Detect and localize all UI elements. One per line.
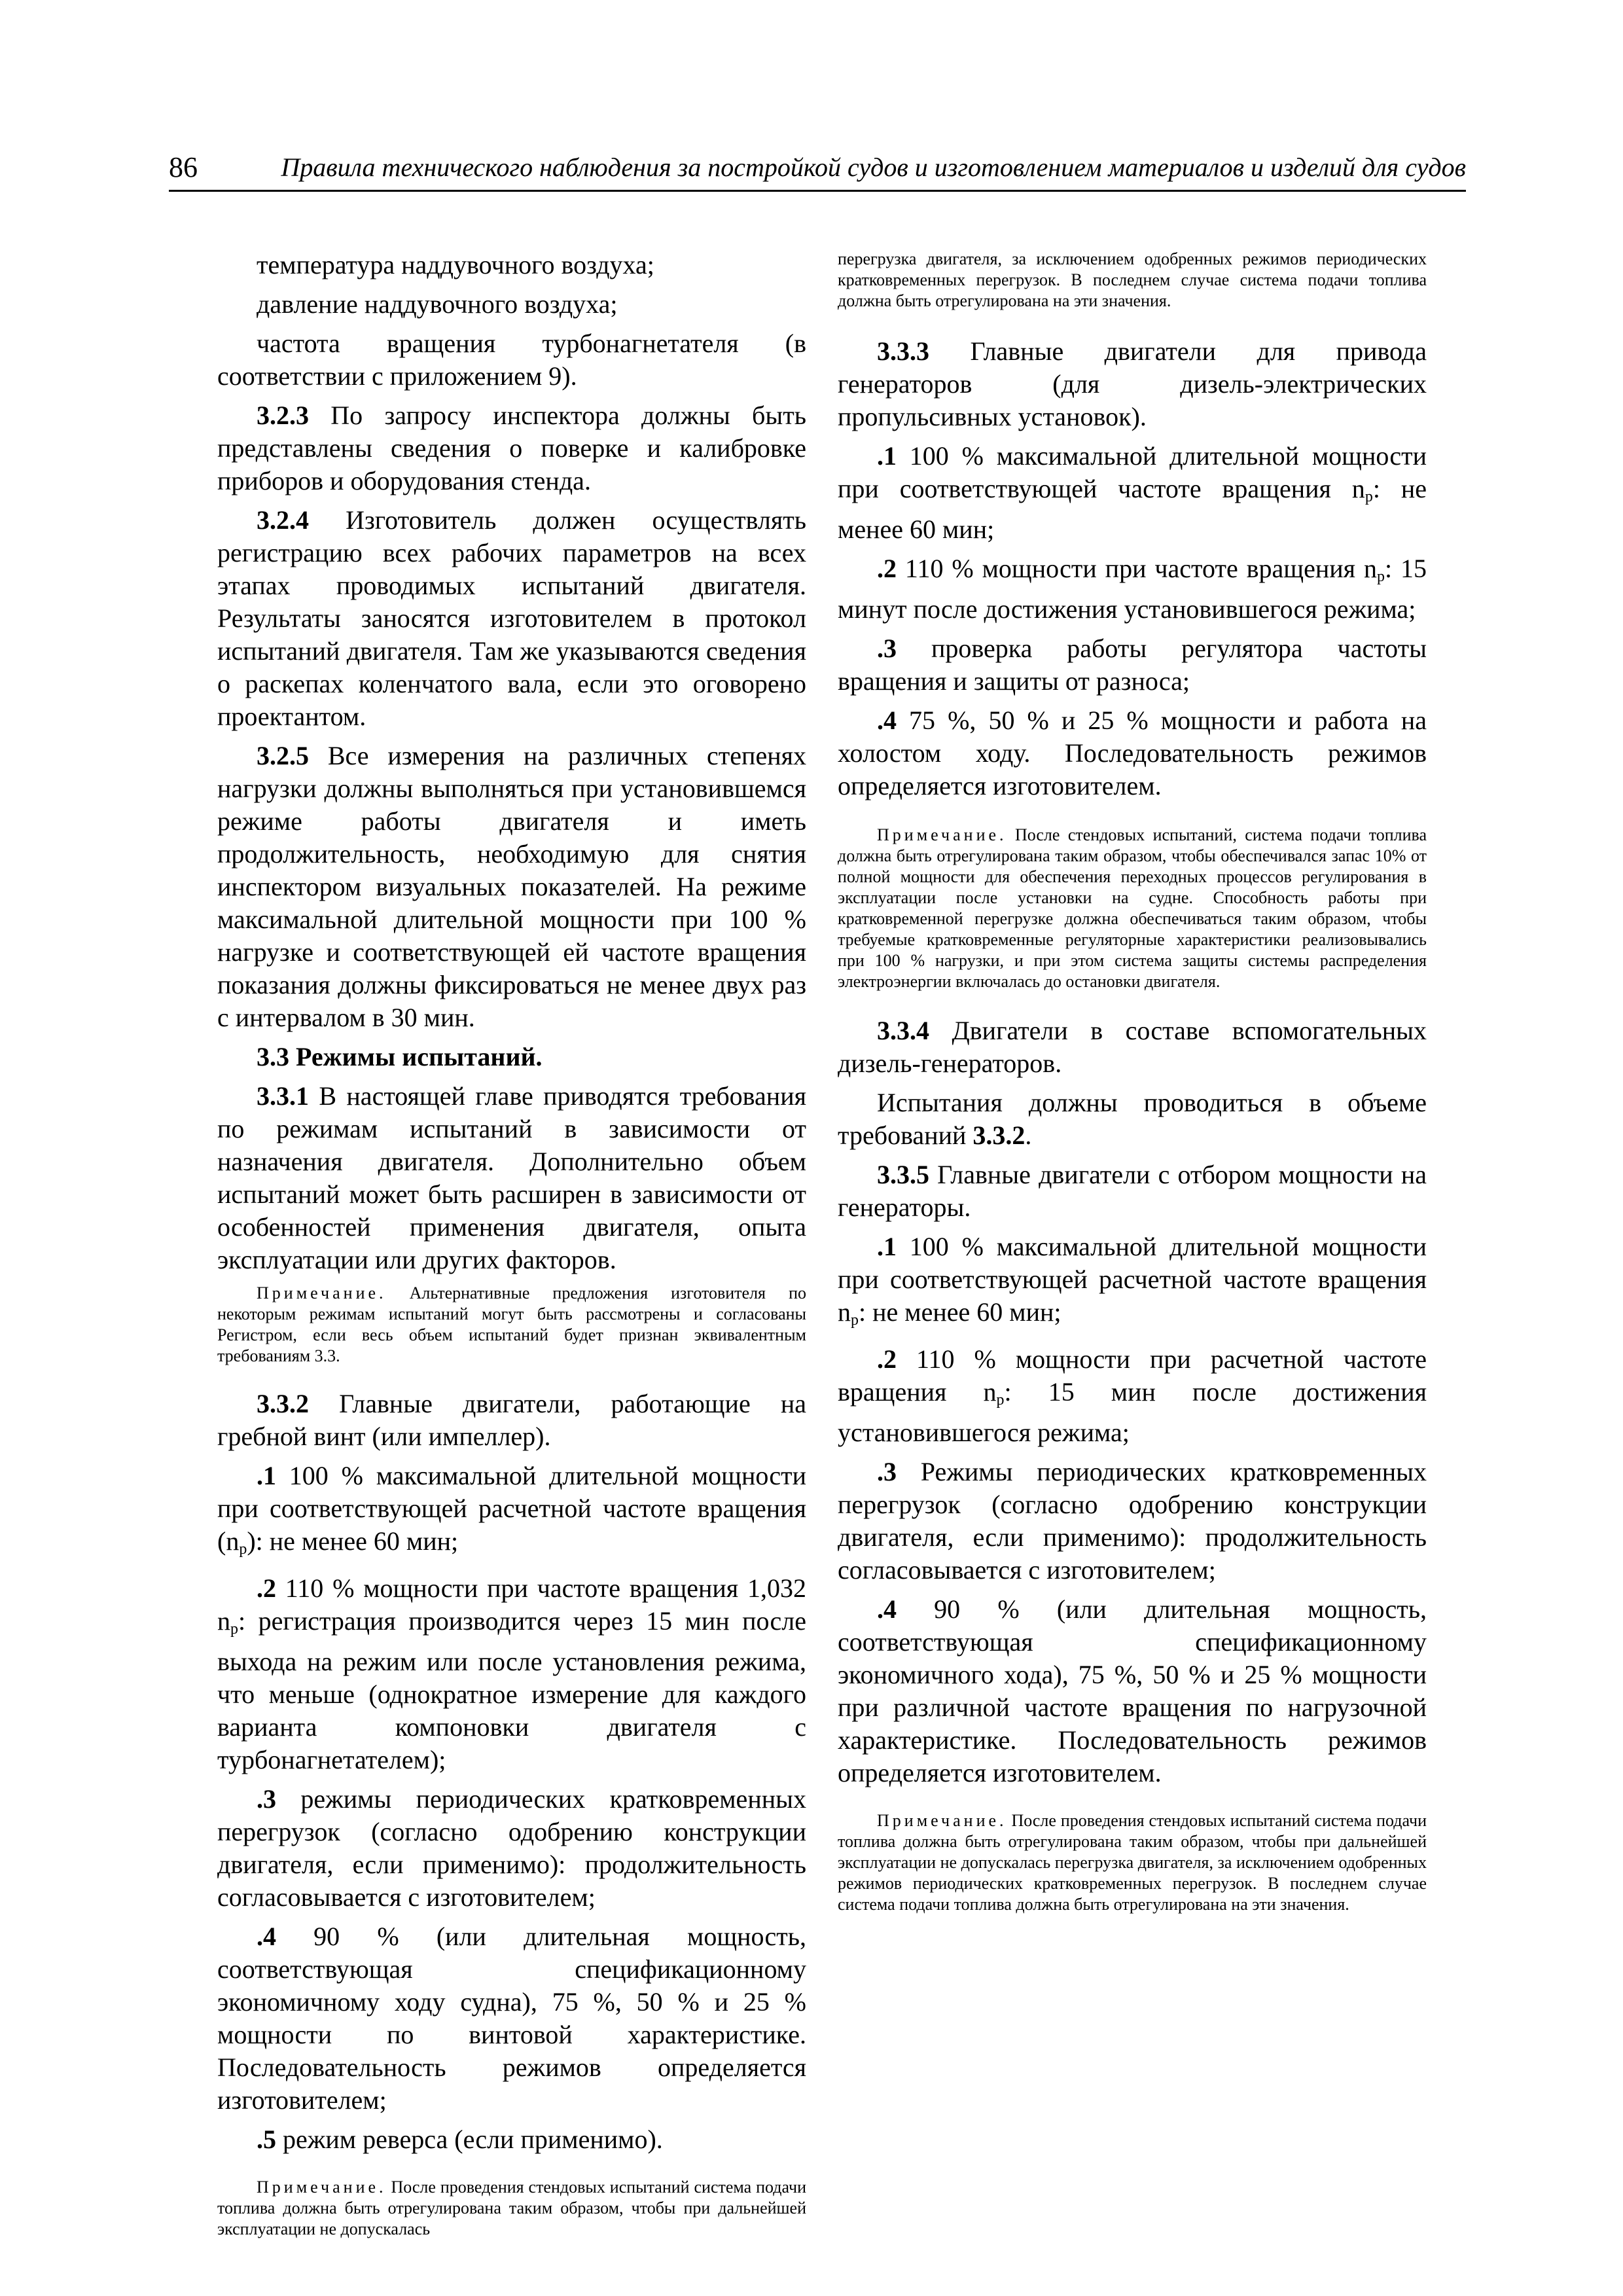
list-item <box>838 1230 1427 1336</box>
note <box>217 2177 806 2240</box>
item-number: .1 <box>877 1232 897 1261</box>
list-item <box>838 632 1427 698</box>
list-item <box>217 1460 806 1566</box>
item-number: .1 <box>877 441 897 471</box>
right-column <box>838 249 1427 1915</box>
paragraph-text: Все измерения на различных степенях нагрузки должны выполняться при установившемся режиме работы двигателя и иметь продолжительность, необходимую для снятия инспектором визуальных показателей. На режиме максимальной длительной мощности при 100 % нагрузке и соответствующей ей частоте вращения показания должны фиксироваться не менее двух раз с интервалом в 30 мин. <box>217 741 806 1032</box>
paragraph <box>838 1086 1427 1152</box>
item-number: .1 <box>257 1461 276 1490</box>
section-title: Режимы испытаний. <box>289 1042 543 1071</box>
list-item <box>217 1783 806 1914</box>
item-text-end: : 15 минут после достижения установившегося режима; <box>838 554 1427 624</box>
paragraph-text: Главные двигатели с отбором мощности на генераторы. <box>838 1160 1427 1222</box>
section-number: 3.3.4 <box>877 1016 929 1045</box>
note-text: После проведения стендовых испытаний система подачи топлива должна быть отрегулирована таким образом, чтобы при дальнейшей эксплуатации не допускалась перегрузка двигателя, за исключением одобренных режимов периодических кратковременных перегрузок. В последнем случае система подачи топлива должна быть отрегулирована на эти значения. <box>838 1811 1427 1914</box>
subscript: р <box>230 1621 238 1638</box>
paragraph: частота вращения турбонагнетателя (в соответствии с приложением 9). <box>217 329 806 391</box>
item-text: 110 % мощности при частоте вращения n <box>897 554 1377 583</box>
subscript: р <box>1376 568 1385 585</box>
paragraph-3-3-4 <box>838 1014 1427 1080</box>
list-item <box>838 440 1427 546</box>
item-text-end: : регистрация производится через 15 мин после выхода на режим или после установления режима, что меньше (однократное измерение для каждого варианта компоновки двигателя с турбонагнетателем); <box>217 1606 806 1774</box>
page-number: 86 <box>169 151 198 183</box>
list-item <box>838 1343 1427 1449</box>
item-text-end: ): не менее 60 мин; <box>247 1526 459 1556</box>
item-text: 110 % мощности при расчетной частоте вращения n <box>838 1344 1427 1407</box>
page-header <box>169 149 1466 192</box>
item-text: 110 % мощности при частоте вращения 1,032 n <box>217 1573 806 1636</box>
item-number: .4 <box>877 706 897 735</box>
note-label: Примечание. <box>257 1283 387 1302</box>
item-number: .5 <box>257 2125 276 2154</box>
section-number: 3.3.5 <box>877 1160 929 1189</box>
section-heading-3-3 <box>217 1041 806 1073</box>
left-column <box>217 249 806 2240</box>
paragraph-3-3-1 <box>217 1080 806 1276</box>
item-number: .2 <box>877 1344 897 1374</box>
note-label: Примечание. <box>877 1811 1007 1830</box>
list-item <box>217 2123 806 2156</box>
section-number: 3.2.5 <box>257 741 309 770</box>
list-item <box>838 552 1427 626</box>
paragraph-text: Главные двигатели для привода генераторов (для дизель-электрических пропульсивных установок). <box>838 336 1427 431</box>
section-number: 3.3.2 <box>257 1389 309 1418</box>
item-text-end: : не менее 60 мин; <box>859 1297 1061 1327</box>
list-item <box>838 1456 1427 1587</box>
subscript: р <box>996 1391 1005 1408</box>
note-continuation: перегрузка двигателя, за исключением одобренных режимов периодических кратковременных перегрузок. В последнем случае система подачи топлива должна быть отрегулирована на эти значения. <box>838 249 1427 310</box>
item-number: .2 <box>877 554 897 583</box>
paragraph: давление наддувочного воздуха; <box>257 289 618 319</box>
section-number: 3.2.3 <box>257 401 309 430</box>
item-number: .3 <box>257 1784 276 1814</box>
section-number: 3.2.4 <box>257 505 309 535</box>
note <box>838 825 1427 992</box>
paragraph-text-end: . <box>1025 1121 1032 1150</box>
subscript: р <box>1364 488 1373 505</box>
subscript: р <box>851 1312 859 1329</box>
paragraph-text: Двигатели в составе вспомогательных дизель-генераторов. <box>838 1016 1427 1078</box>
item-number: .3 <box>877 634 897 663</box>
item-text: 100 % максимальной длительной мощности при соответствующей расчетной частоте вращения (n <box>217 1461 806 1556</box>
note-text: Альтернативные предложения изготовителя по некоторым режимам испытаний могут быть рассмотрены и согласованы Регистром, если весь объем испытаний будет признан эквивалентным требованиям 3.3. <box>217 1283 806 1365</box>
subscript: р <box>239 1541 247 1558</box>
list-item <box>217 1920 806 2117</box>
paragraph-text: Главные двигатели, работающие на гребной винт (или импеллер). <box>217 1389 806 1451</box>
item-text: 75 %, 50 % и 25 % мощности и работа на холостом ходу. Последовательность режимов определяется изготовителем. <box>838 706 1427 800</box>
item-text-end: : 15 мин после достижения установившегося режима; <box>838 1377 1427 1447</box>
section-number: 3.3 <box>257 1042 289 1071</box>
paragraph-text: В настоящей главе приводятся требования по режимам испытаний в зависимости от назначения двигателя. Дополнительно объем испытаний может быть расширен в зависимости от особенностей применения двигателя, опыта эксплуатации или других факторов. <box>217 1081 806 1274</box>
paragraph-3-2-5 <box>217 740 806 1034</box>
item-text: 100 % максимальной длительной мощности при соответствующей частоте вращения n <box>838 441 1427 503</box>
item-number: .3 <box>877 1457 897 1486</box>
paragraph: температура наддувочного воздуха; <box>257 250 654 279</box>
item-text: Режимы периодических кратковременных перегрузок (согласно одобрению конструкции двигателя, если применимо): продолжительность согласовывается с изготовителем; <box>838 1457 1427 1585</box>
paragraph-3-3-5 <box>838 1158 1427 1224</box>
paragraph-text: По запросу инспектора должны быть представлены сведения о поверке и калибровке приборов и оборудования стенда. <box>217 401 806 495</box>
note <box>217 1283 806 1367</box>
item-text: режим реверса (если применимо). <box>276 2125 663 2154</box>
list-item <box>838 704 1427 802</box>
paragraph-text: Испытания должны проводиться в объеме требований <box>838 1088 1427 1150</box>
item-number: .4 <box>257 1922 276 1951</box>
note-text: После стендовых испытаний, система подачи топлива должна быть отрегулирована таким образом, чтобы обеспечивался запас 10% от полной мощности для обеспечения переходных процессов регулирования в эксплуатации после установки на судне. Способность работы при кратковременной перегрузке должна обеспечиваться таким образом, чтобы требуемые кратковременные регуляторные характеристики реализовывались при 100 % нагрузки, и при этом система защиты системы распределения электроэнергии включалась до остановки двигателя. <box>838 825 1427 991</box>
paragraph-text: Изготовитель должен осуществлять регистрацию всех рабочих параметров на всех этапах проводимых испытаний двигателя. Результаты заносятся изготовителем в протокол испытаний двигателя. Там же указываются сведения о раскепах коленчатого вала, если это оговорено проектантом. <box>217 505 806 731</box>
note-label: Примечание. <box>877 825 1007 844</box>
item-text: 90 % (или длительная мощность, соответствующая спецификационному экономичного хода), 75 %, 50 % и 25 % мощности при различной частоте вращения по нагрузочной характеристике. Последовательность режимов определяется изготовителем. <box>838 1594 1427 1787</box>
item-number: .2 <box>257 1573 276 1603</box>
list-item <box>838 1593 1427 1789</box>
paragraph-3-3-2 <box>217 1388 806 1453</box>
item-text-end: : не менее 60 мин; <box>838 474 1427 544</box>
item-text: режимы периодических кратковременных перегрузок (согласно одобрению конструкции двигателя, если применимо): продолжительность согласовывается с изготовителем; <box>217 1784 806 1912</box>
section-reference: 3.3.2 <box>972 1121 1026 1150</box>
list-item <box>217 1572 806 1776</box>
section-number: 3.3.3 <box>877 336 929 366</box>
note-label: Примечание. <box>257 2178 387 2197</box>
item-text: 90 % (или длительная мощность, соответствующая спецификационному экономичному ходу судна), 75 %, 50 % и 25 % мощности по винтовой характеристике. Последовательность режимов определяется изготовителем; <box>217 1922 806 2115</box>
note-text: После проведения стендовых испытаний система подачи топлива должна быть отрегулирована таким образом, чтобы при дальнейшей эксплуатации не допускалась <box>217 2178 806 2238</box>
item-text: 100 % максимальной длительной мощности при соответствующей расчетной частоте вращения n <box>838 1232 1427 1327</box>
note <box>838 1810 1427 1915</box>
paragraph-3-3-3 <box>838 335 1427 433</box>
paragraph-3-2-3 <box>217 399 806 497</box>
item-text: проверка работы регулятора частоты вращения и защиты от разноса; <box>838 634 1427 696</box>
running-title: Правила технического наблюдения за постройкой судов и изготовлением материалов и изделий для судов <box>281 152 1466 182</box>
item-number: .4 <box>877 1594 897 1624</box>
paragraph-3-2-4 <box>217 504 806 733</box>
section-number: 3.3.1 <box>257 1081 309 1111</box>
